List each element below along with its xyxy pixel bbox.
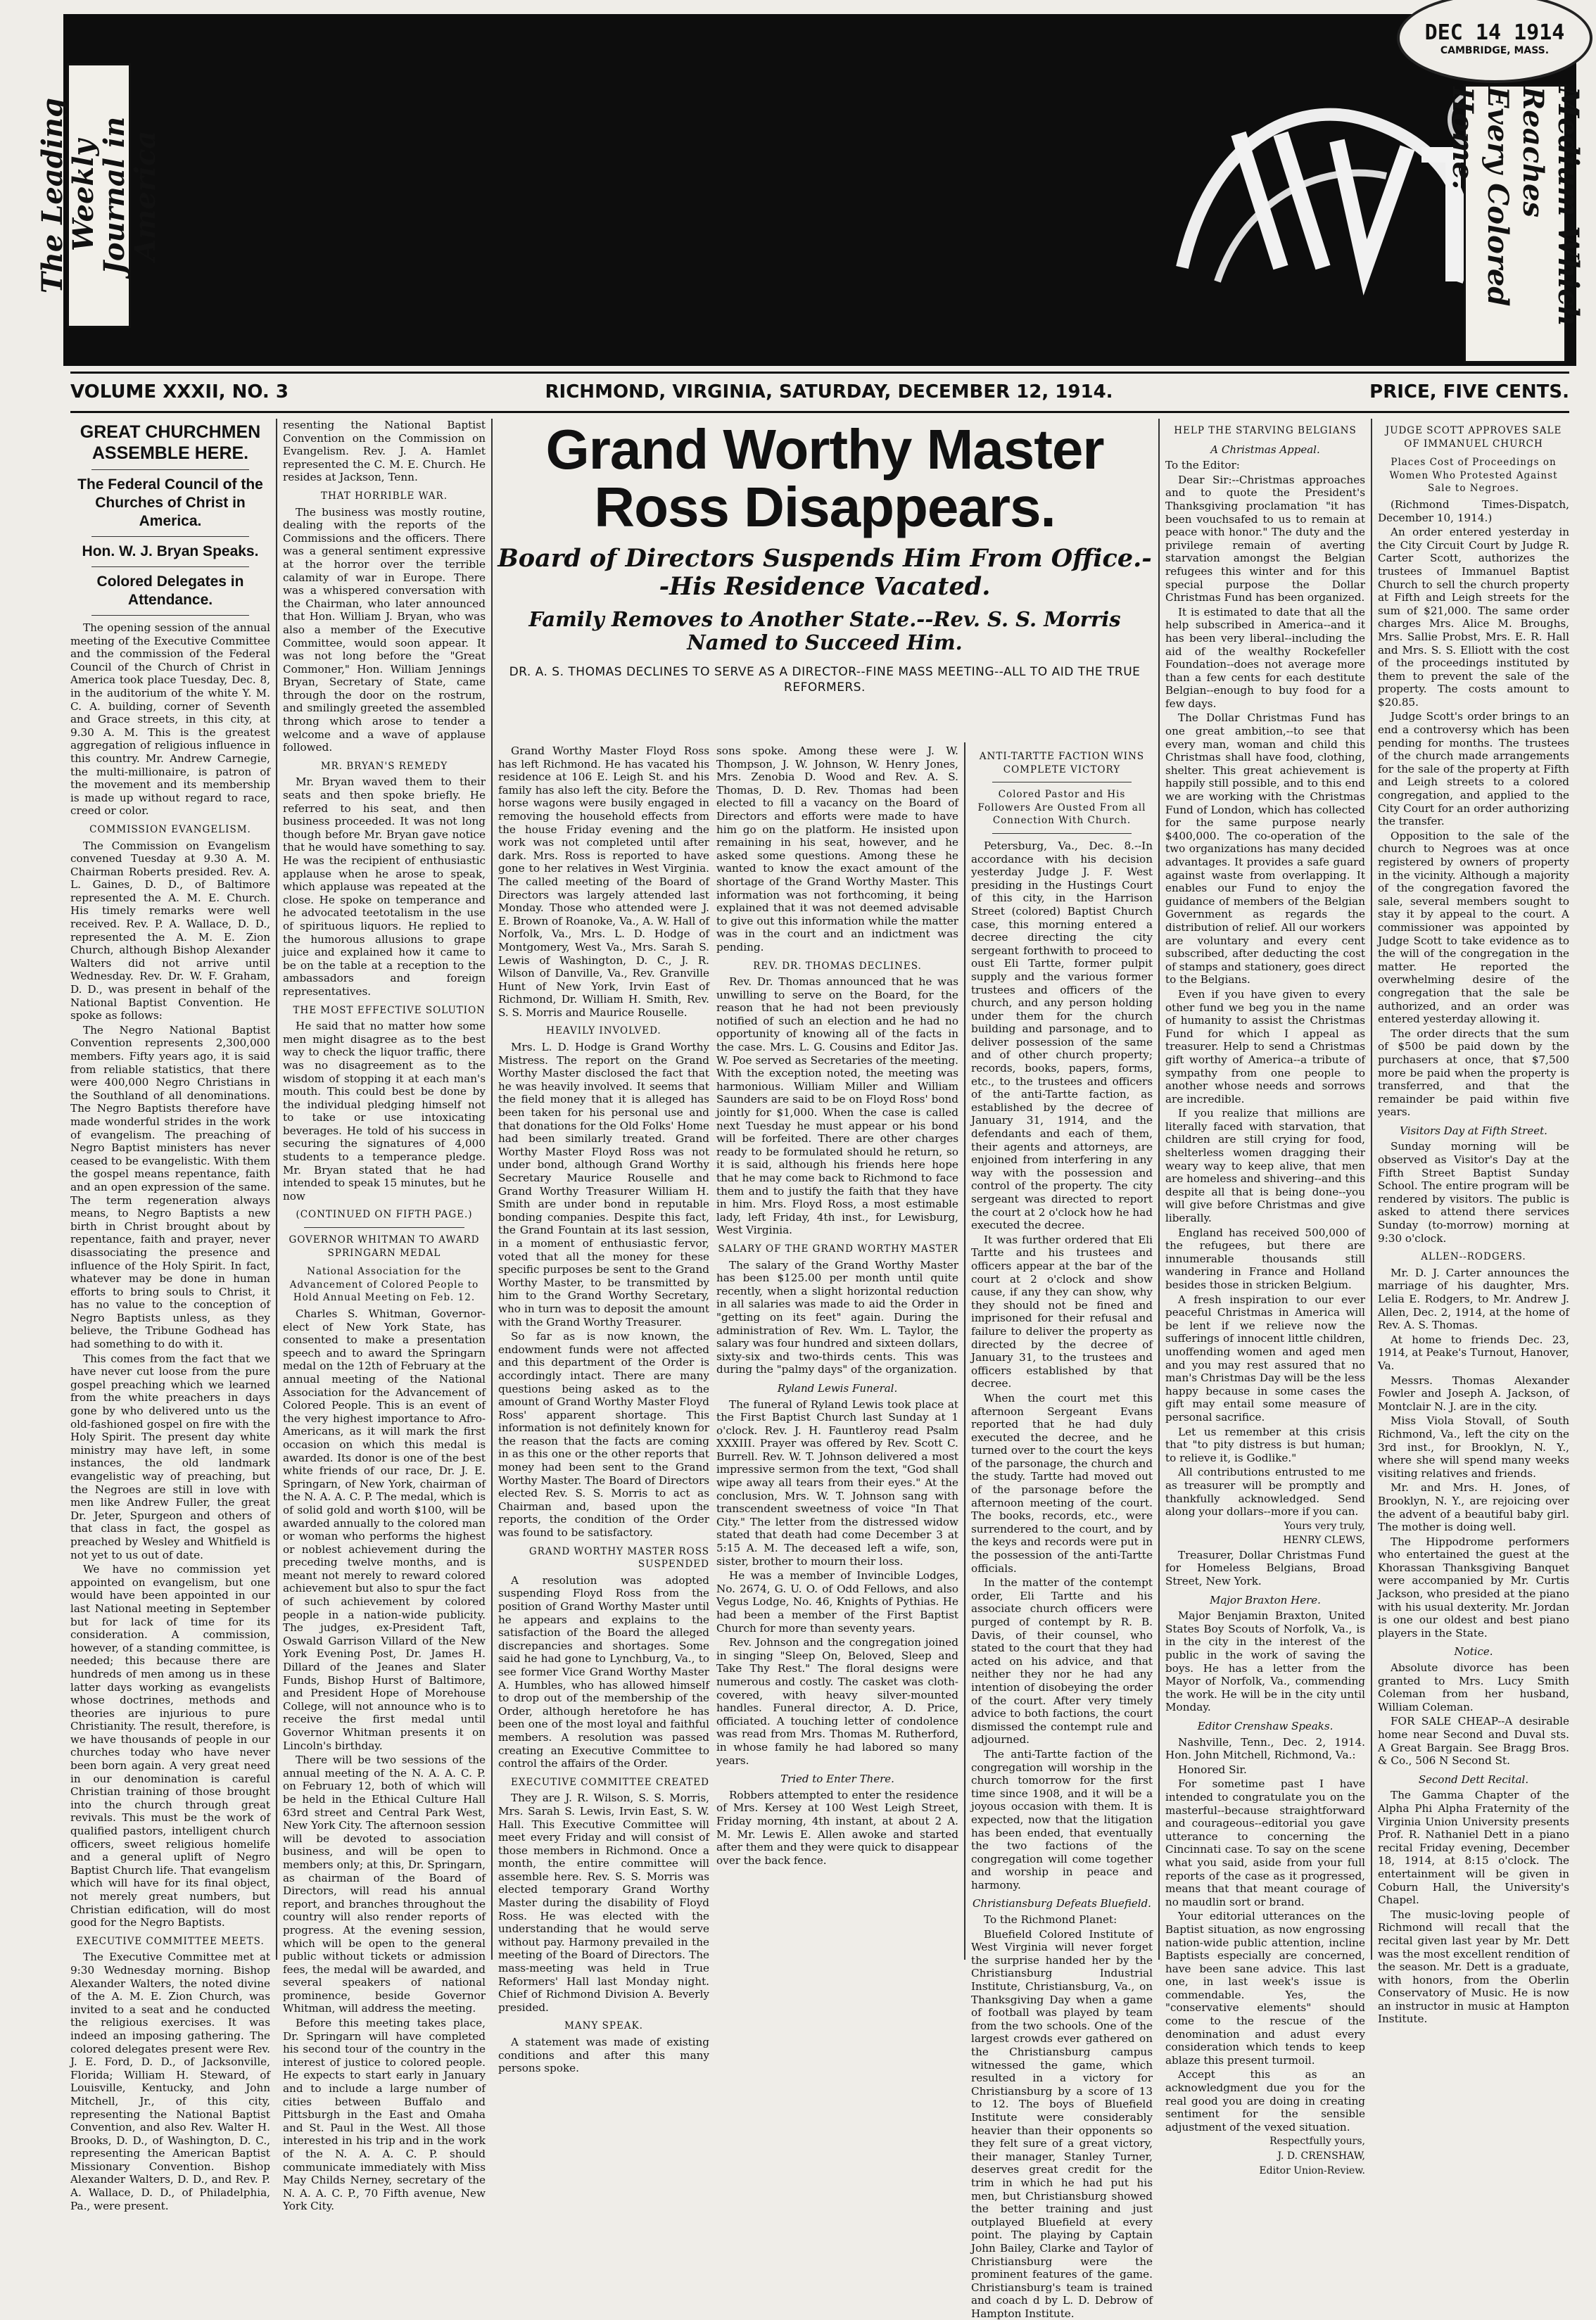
column-rule (1371, 419, 1372, 1960)
section-heading: GRAND WORTHY MASTER ROSS SUSPENDED (528, 1545, 709, 1571)
top-rule (70, 372, 1569, 374)
paragraph: All contributions entrusted to me as treasurer will be promptly and thankfully acknowledged. Send along your dollars--more if you can. (1165, 1466, 1365, 1519)
right-slogan: Medium Which Reaches Every Colored Home. (1446, 87, 1585, 327)
lead-deck: Board of Directors Suspends Him From Office.--His Residence Vacated. (498, 544, 1152, 601)
lead-deck-secondary: Family Removes to Another State.--Rev. S. S. Morris Named to Succeed Him. (528, 607, 1121, 654)
section-heading: Major Braxton Here. (1210, 1593, 1321, 1606)
paragraph: An order entered yesterday in the City Circuit Court by Judge R. Carter Scott, authorizes the trustees of Immanuel Baptist Church to sell the church property at Fifth and Leigh streets for the sum of $21,000. The same order charges Mrs. Alice M. Broughs, Mrs. Sallie Probst, Mrs. E. R. Hall and Mrs. S. S. Elliott with the cost of the proceedings instituted by them to prevent the sale of the property. The costs amount to $20.85. (1378, 526, 1569, 709)
paragraph: The order directs that the sum of $500 be paid down by the purchasers at once, that $7,500 more be paid when the property is transferred, and that the remainder be paid within five years. (1378, 1027, 1569, 1119)
continued-note: (CONTINUED ON FIFTH PAGE.) (296, 1209, 473, 1221)
signature-name: HENRY CLEWS, (1283, 1535, 1365, 1547)
paragraph: The Hippodrome performers who entertained the guest at the Khorassan Thanksgiving Banquet were accompanied by Mr. Curtis Jackson, who presided at the piano with his usual dexterity. Mr. Jordan is one our oldest and best piano players in the State. (1378, 1535, 1569, 1640)
paragraph: The funeral of Ryland Lewis took place at the First Baptist Church last Sunday at 1 o'clock. Rev. J. H. Fauntleroy read Psalm XXXIII. Prayer was offered by Rev. Scott C. Burrell. Rev. W. T. Johnson delivered a most impressive sermon from the text, "God shall wipe away all tears from their eyes." At the conclusion, Mrs. W. T. Johnson sang with transcendent sweetness of voice "In That City." The letter from the distressed widow stated that death had come December 3 at 5:15 A. M. The deceased left a wife, son, sister, brother to mourn their loss. (716, 1397, 958, 1568)
paragraph: A statement was made of existing conditions and after this many persons spoke. (498, 2036, 709, 2075)
section-heading: GOVERNOR WHITMAN TO AWARD SPRINGARN MEDAL (289, 1234, 480, 1259)
column-rule (276, 419, 277, 1960)
paragraph: Messrs. Thomas Alexander Fowler and Joseph A. Jackson, of Montclair N. J. are in the city. (1378, 1374, 1569, 1413)
section-heading: Tried to Enter There. (780, 1773, 894, 1786)
headline: HELP THE STARVING BELGIANS (1174, 425, 1357, 436)
column-5 (971, 744, 1153, 2320)
column-2 (283, 419, 486, 2213)
paragraph: Petersburg, Va., Dec. 8.--In accordance with his decision yesterday Judge J. F. West presiding in the Hustings Court of this city, in the Harrison Street (colored) Baptist Church case, this morning entered a decree directing the city sergeant forthwith to proceed to oust Eli Tartte, former pulpit supply and the various former trustees and officers of the church, and any person holding under them for the church building and parsonage, and to deliver possession of the same and of other church property; records, books, papers, forms, etc., to the trustees and officers of the anti-Tartte faction, as established by the decree of January 31, 1914, and the defendants and each of them, their agents and attorneys, are enjoined from interfering in any way with the possession and control of the property. The city sergeant was directed to report the court at 2 o'clock how he had executed the decree. (971, 839, 1153, 1232)
section-heading: Second Dett Recital. (1418, 1773, 1529, 1786)
left-slogan-box (35, 63, 162, 328)
paragraph: resenting the National Baptist Convention on the Commission on Evangelism. Rev. J. A. Hamlet represented the C. M. E. Church. He resides at Jackson, Tenn. (283, 419, 486, 484)
paragraph: Nashville, Tenn., Dec. 2, 1914. Hon. John Mitchell, Richmond, Va.: (1165, 1735, 1365, 1762)
paragraph: The Commission on Evangelism convened Tuesday at 9.30 A. M. Chairman Roberts presided. Rev. A. L. Gaines, D. D., of Baltimore represented the A. M. E. Church. His timely remarks were well received. Rev. P. A. Wallace, D. D., represented the A. M. E. Zion Church, although Bishop Alexander Walters did not arrive until Wednesday. Rev. Dr. W. F. Graham, D. D., was present in behalf of the National Baptist Convention. He spoke as follows: (70, 839, 270, 1022)
section-heading: THE MOST EFFECTIVE SOLUTION (293, 1004, 486, 1016)
paragraph: Rev. Dr. Thomas announced that he was unwilling to serve on the Board, for the reason that he had not been previously notified of such an election and he had no opportunity of knowing all of the facts in the case. Mrs. L. G. Cousins and Editor Jas. W. Poe served as Secretaries of the meeting. With the exception noted, the meeting was harmonious. William Miller and William Saunders are said to be on Floyd Ross' bond jointly for $1,000. When the case is called next Tuesday he must appear or his bond will be forfeited. There are other charges ready to be formulated should he return, so it is said, although his friends here hope that he may come back to Richmond to face them and to justify the faith that they have in him. Mrs. Floyd Ross, a most estimable lady, left Friday, 4th inst., for Lewisburg, West Virginia. (716, 975, 958, 1237)
paragraph: The Negro National Baptist Convention represents 2,300,000 members. Fifty years ago, it is said from reliable statistics, that there were 400,000 Negro Christians in the Southland of all denominations. The Negro Baptists therefore have made wonderful strides in the work of evangelism. The preaching of Negro Baptist ministers has never ceased to be evangelistic. With them the gospel means repentance, faith and an open expression of the same. The term regeneration always means, to Negro Baptists a new birth in Christ brought about by repentance, faith and prayer, never disassociating the presence and influence of the Holy Spirit. In fact, whatever may be done in human efforts to bring souls to Christ, it has no value to the conception of Negro Baptists unless, as they believe, the Tribune Godhead has had something to do with it. (70, 1023, 270, 1351)
stamp-date: DEC 14 1914 (1424, 20, 1565, 45)
section-heading: EXECUTIVE COMMITTEE MEETS. (76, 1935, 265, 1947)
subheadline: A Christmas Appeal. (1210, 443, 1320, 456)
paragraph: So far as is now known, the endowment funds were not affected and this department of the Order is accordingly intact. There are many questions being asked as to the amount of Grand Worthy Master Floyd Ross' apparent shortage. This information is not definitely known for the reason that the facts are coming in as this one or the other reports that money had been sent to the Grand Worthy Master. The Board of Directors elected Rev. S. S. Morris to act as Chairman and, based upon the reports, the condition of the Order was found to be satisfactory. (498, 1330, 709, 1540)
paragraph: Mr. and Mrs. H. Jones, of Brooklyn, N. Y., are rejoicing over the advent of a beautiful baby girl. The mother is doing well. (1378, 1481, 1569, 1534)
signature-title: Editor Union-Review. (1259, 2164, 1365, 2176)
paragraph: Your editorial utterances on the Baptist situation, as now engrossing nation-wide public attention, incline Baptists especially are concerned, have been sane advice. This last one, in last week's issue is commendable. Yes, the "conservative elements" should come to the rescue of the denomination and adust every consideration which tends to keep ablaze this present turmoil. (1165, 1910, 1365, 2067)
subheadline: Colored Delegates in Attendance. (96, 573, 244, 608)
column-3 (498, 744, 709, 2075)
subheadline: The Federal Council of the Churches of Christ in America. (77, 476, 263, 529)
bottom-rule (70, 411, 1569, 413)
section-subheading: National Association for the Advancement of Colored People to Hold Annual Meeting on Feb. 12. (289, 1266, 479, 1304)
lead-story-header (494, 418, 1155, 737)
paragraph: The salary of the Grand Worthy Master has been $125.00 per month until quite recently, when a slight horizontal reduction in all salaries was made to aid the Order in "getting on its feet" again. During the administration of Rev. Wm. L. Taylor, the salary was four hundred and sixteen dollars, sixty-six and two-thirds cents. This was during the "palmy days" of the organization. (716, 1258, 958, 1376)
paragraph: The business was mostly routine, dealing with the reports of the Commissions and the officers. There was a general sentiment expressive at the horror over the terrible calamity of war in Europe. There was a whispered conversation with the Chairman, who later announced that Hon. William J. Bryan, who was also a member of the Executive Committee, would soon appear. It was not long before the "Great Commoner," Hon. William Jennings Bryan, Secretary of State, came through the door on the rostrum, and smilingly greeted the assembled throng which arose to tender a welcome and a wave of applause followed. (283, 505, 486, 754)
volume-number: VOLUME XXXII, NO. 3 (70, 381, 289, 402)
paragraph: At home to friends Dec. 23, 1914, at Peake's Turnout, Hanover, Va. (1378, 1333, 1569, 1372)
headline: ANTI-TARTTE FACTION WINS COMPLETE VICTORY (979, 751, 1145, 775)
section-heading: MR. BRYAN'S REMEDY (320, 760, 448, 772)
paragraph: For sometime past I have intended to congratulate you on the masterful--because straightforward and courageous--editorial you gave utterance to concerning the Cincinnati case. To say on the scene what you said, aside from your full reports of the case as it progressed, means that that meant courage of no maudlin sort or brand. (1165, 1777, 1365, 1908)
paragraph: He said that no matter how some men might disagree as to the best way to check the liquor traffic, there was no disagreement as to the wisdom of stopping it at each man's mouth. This could best be done by the individual pledging himself not to take or use intoxicating beverages. He told of his success in securing the signatures of 4,000 students to a temperance pledge. Mr. Bryan stated that he had intended to speak 15 minutes, but he now (283, 1020, 486, 1203)
section-heading: Notice. (1454, 1645, 1493, 1659)
paragraph: It is estimated to date that all the help subscribed in America--and it has been very liberal--including the aid of the wealthy Rockefeller Foundation--does not average more than a few cents for each destitute Belgian--enough to buy food for a few days. (1165, 605, 1365, 710)
paragraph: Dear Sir:--Christmas approaches and to quote the President's Thanksgiving proclamation "it has been vouchsafed to us to remain at peace with honor." The duty and the privilege remain of averting starvation amongst the Belgian refugees this winter and for this special purpose the Dollar Christmas Fund has been organized. (1165, 473, 1365, 604)
paragraph: Sunday morning will be observed as Visitor's Day at the Fifth Street Baptist Sunday School. The entire program will be rendered by visitors. The public is asked to attend there services Sunday (to-morrow) morning at 9:30 o'clock. (1378, 1140, 1569, 1245)
headline: JUDGE SCOTT APPROVES SALE OF IMMANUEL CHURCH (1385, 425, 1562, 450)
paragraph: It was further ordered that Eli Tartte and his trustees and officers appear at the bar of the court at 2 o'clock and show cause, if any they can show, why they should not be fined and imprisoned for their refusal and failure to deliver the property as directed by the decree of January 31, to the trustees and officers established by that decree. (971, 1233, 1153, 1390)
section-heading: HEAVILY INVOLVED. (546, 1025, 661, 1037)
paragraph: To the Richmond Planet: (984, 1913, 1117, 1927)
lead-subdeck: DR. A. S. THOMAS DECLINES TO SERVE AS A DIRECTOR--FINE MASS MEETING--ALL TO AID THE TRUE REFORMERS. (509, 665, 1141, 695)
section-heading: Visitors Day at Fifth Street. (1400, 1124, 1547, 1137)
subheadline: Places Cost of Proceedings on Women Who Protested Against Sale to Negroes. (1389, 457, 1558, 495)
paragraph: He was a member of Invincible Lodges, No. 2674, G. U. O. of Odd Fellows, and also Vegus Lodge, No. 46, Knights of Pythias. He had been a member of the First Baptist Church for more than seventy years. (716, 1569, 958, 1635)
paragraph: Robbers attempted to enter the residence of Mrs. Kersey at 100 West Leigh Street, Friday morning, 4th instant, at about 2 A. M. Mr. Lewis E. Allen awoke and started after them and they were quick to disappear over the back fence. (716, 1788, 958, 1867)
paragraph: England has received 500,000 of the refugees, but there are innumerable thousands still wandering in France and Holland besides those in stricken Belgium. (1165, 1226, 1365, 1291)
place-date: RICHMOND, VIRGINIA, SATURDAY, DECEMBER 12, 1914. (545, 381, 1113, 402)
paragraph: Mr. D. J. Carter announces the marriage of his daughter, Mrs. Lelia E. Rodgers, to Mr. Andrew J. Allen, Dec. 2, 1914, at the home of Rev. A. S. Thomas. (1378, 1266, 1569, 1332)
section-heading: ALLEN--RODGERS. (1421, 1251, 1526, 1263)
paragraph: The anti-Tartte faction of the congregation will worship in the church tomorrow for the first time since 1908, and it will be a joyous occasion with them. It is expected, now that the litigation has been ended, that eventually the two factions of the congregation will come together and worship in peace and harmony. (971, 1747, 1153, 1891)
paragraph: Absolute divorce has been granted to Mrs. Lucy Smith Coleman from her husband, William Coleman. (1378, 1661, 1569, 1713)
left-slogan: The Leading Weekly Journal in America (35, 98, 162, 293)
masthead (63, 14, 1576, 366)
paragraph: When the court met this afternoon Sergeant Evans reported that he had duly executed the decree, and he turned over to the court the keys of the parsonage, the church and the study. Tartte had moved out of the parsonage before the afternoon meeting of the court. The books, records, etc., were surrendered to the court, and by the keys and records were put in the possession of the anti-Tartte officials. (971, 1391, 1153, 1575)
paragraph: Let us remember at this crisis that "to pity distress is but human; to relieve it, is Godlike." (1165, 1425, 1365, 1464)
paragraph: Mrs. L. D. Hodge is Grand Worthy Mistress. The report on the Grand Worthy Master disclosed the fact that he was heavily involved. It seems that the field money that it is alleged has been taken for his personal use and that donations for the Old Folks' Home had been similarly treated. Grand Worthy Master Floyd Ross was not under bond, although Grand Worthy Secretary Maurice Rouselle and Grand Worthy Treasurer William H. Smith are under bond in reputable bonding companies. Despite this fact, the Grand Fountain at its last session, in a moment of enthusiastic fervor, voted that all the money for these specific purposes be sent to the Grand Worthy Master, to be transmitted by him to the Grand Worthy Secretary, who in turn was to deposit the amount with the Grand Worthy Treasurer. (498, 1041, 709, 1329)
paragraph: Miss Viola Stovall, of South Richmond, Va., left the city on the 3rd inst., for Brooklyn, N. Y., where she will spend many weeks visiting relatives and friends. (1378, 1414, 1569, 1480)
paragraph: sons spoke. Among these were J. W. Thompson, J. W. Johnson, W. Henry Jones, Mrs. Zenobia D. Wood and Rev. A. S. Thomas, D. D. Rev. Thomas had been elected to fill a vacancy on the Board of Directors and efforts were made to have him go on the platform. He insisted upon remaining in his seat, however, and he asked some questions. Among these he wanted to know the exact amount of the shortage of the Grand Worthy Master. This information was not forthcoming, it being explained that it was not deemed advisable to give out this information while the matter was in the court and an indictment was pending. (716, 744, 958, 953)
column-rule (964, 742, 965, 1960)
section-heading: SALARY OF THE GRAND WORTHY MASTER (718, 1243, 958, 1255)
column-4 (716, 744, 958, 1960)
dateline (70, 374, 1569, 410)
paragraph: The music-loving people of Richmond will recall that the recital given last year by Mr. Dett was the most excellent rendition of the season. Mr. Dett is a graduate, with honors, from the Oberlin Conservatory of Music. He is now an instructor in music at Hampton Institute. (1378, 1908, 1569, 2026)
paragraph: The Executive Committee met at 9:30 Wednesday morning. Bishop Alexander Walters, the noted divine of the A. M. E. Zion Church, was invited to a seat and he conducted the religious exercises. It was indeed an imposing gathering. The colored delegates present were Rev. J. E. Ford, D. D., of Jacksonville, Florida; William H. Steward, of Louisville, Kentucky, and John Mitchell, Jr., of this city, representing the National Baptist Convention, and also Rev. Walter H. Brooks, D. D., of Washington, D. C., representing the American Baptist Missionary Convention. Bishop Alexander Walters, D. D., and Rev. P. A. Wallace, D. D., of Philadelphia, Pa., were present. (70, 1951, 270, 2212)
column-7 (1378, 419, 1569, 2026)
price: PRICE, FIVE CENTS. (1369, 381, 1569, 402)
headline: GREAT CHURCHMEN ASSEMBLE HERE. (80, 422, 261, 463)
subheadline: Colored Pastor and His Followers Are Ousted From all Connection With Church. (977, 789, 1146, 827)
paragraph: The Gamma Chapter of the Alpha Phi Alpha Fraternity of the Virginia Union University presents Prof. R. Nathaniel Dett in a piano recital Friday evening, December 18, 1914, at 8:15 o'clock. The entertainment will be given in Coburn Hall, the University's Chapel. (1378, 1789, 1569, 1907)
paragraph: Grand Worthy Master Floyd Ross has left Richmond. He has vacated his residence at 106 E. Leigh St. and his family has also left the city. Before the horse wagons were busily engaged in removing the household effects from the house Friday evening and the work was not completed until after dark. Mrs. Ross is reported to have gone to her relatives in West Virginia. The called meeting of the Board of Directors was largely attended last Monday. Those who attended were J. E. Brown of Roanoke, Va., A. W. Hall of Norfolk, Va., Mrs. L. D. Hodge of Montgomery, West Va., Mrs. Sarah S. Lewis of Washington, D. C., J. R. Wilson of Danville, Va., Rev. Granville Hunt of New York, Irvin East of Richmond, Dr. William H. Smith, Rev. S. S. Morris and Maurice Rouselle. (498, 744, 709, 1019)
signature-line: Yours very truly, (1284, 1520, 1365, 1532)
paragraph: If you realize that millions are literally faced with starvation, that children are still crying for food, shelterless women dragging their weary way to keep alive, that men are homeless and shivering--and this despite all that is being done--you will give before Christmas and give liberally. (1165, 1107, 1365, 1225)
paragraph: We have no commission yet appointed on evangelism, but one would have been appointed in our last National meeting in September but for lack of time for its consideration. A commission, however, of a standing committee, is needed; this because there are hundreds of men among us in these latter days working as evangelists whose doctrines, methods and theories are injurious to pure Christianity. The result, therefore, is we have thousands of people in our churches today who have never been born again. A very great need in our denomination is careful Christian training of those brought into the church through great revivals. This must be the work of qualified pastors, intelligent church officers, sweet religious homelife and a general uplift of Negro Baptist Church life. That evangelism which will have for its final object, not merely great numbers, but Christian edification, will do most good for the Negro Baptists. (70, 1563, 270, 1929)
paragraph: Major Benjamin Braxton, United States Boy Scouts of Norfolk, Va., is in the city in the interest of the public in the work of saving the boys. He has a letter from the Mayor of Norfolk, Va., commending the work. He will be in the city until Monday. (1165, 1609, 1365, 1714)
column-rule (491, 419, 493, 1960)
paragraph: Accept this as an acknowledgment due you for the real good you are doing in creating sentiment for the sensible adjustment of the vexed situation. (1165, 2068, 1365, 2134)
section-heading: Editor Crenshaw Speaks. (1197, 1720, 1334, 1732)
paragraph: They are J. R. Wilson, S. S. Morris, Mrs. Sarah S. Lewis, Irvin East, S. W. Hall. This Executive Committee will meet every Friday and will consist of those members in Richmond. Once a month, the entire committee will assemble here. Rev. S. S. Morris was elected temporary Grand Worthy Master during the disability of Floyd Ross. He was elected with the understanding that he would serve without pay. Harmony prevailed in the meeting of the Board of Directors. The mass-meeting was held in True Reformers' Hall last Monday night. Chief of Richmond Division A. Beverly presided. (498, 1792, 709, 2014)
paragraph: Judge Scott's order brings to an end a controversy which has been pending for months. The trustees of the church made arrangements for the sale of the property at Fifth and Leigh streets to a colored congregation, and applied to the City Court for an order authorizing the transfer. (1378, 710, 1569, 828)
section-heading: Christiansburg Defeats Bluefield. (973, 1897, 1151, 1910)
paragraph: Before this meeting takes place, Dr. Springarn will have completed his second tour of the country in the interest of justice to colored people. He expects to start early in January and to include a large number of cities between Buffalo and Pittsburgh in the East and Omaha and St. Paul in the West. All those interested in his trip and in the work of the N. A. A. C. P. should communicate immediately with Miss May Childs Nerney, secretary of the N. A. A. C. P., 70 Fifth avenue, New York City. (283, 2017, 486, 2213)
paragraph: Rev. Johnson and the congregation joined in singing "Sleep On, Beloved, Sleep and Take Thy Rest." The floral designs were numerous and costly. The casket was cloth-covered, with heavy silver-mounted handles. Funeral director, A. D. Price, officiated. A touching letter of condolence was read from Mrs. Thomas M. Rutherford, in whose family he had labored so many years. (716, 1636, 958, 1767)
section-heading: Ryland Lewis Funeral. (777, 1381, 898, 1395)
signature-title: Treasurer, Dollar Christmas Fund for Homeless Belgians, Broad Street, New York. (1165, 1548, 1365, 1588)
signature-name: J. D. CRENSHAW, (1277, 2150, 1365, 2162)
paragraph: Bluefield Colored Institute of West Virginia will never forget the surprise handed her by the Christiansburg Industrial Institute, Christiansburg, Va., on Thanksgiving Day when a game of football was played by team from the two schools. One of the largest crowds ever gathered on the Christiansburg campus witnessed the game, which resulted in a victory for Christiansburg by a score of 13 to 12. The boys of Bluefield Institute were considerably heavier than their opponents so they felt sure of a great victory, their manager, Stanley Turner, deserves great credit for the trim in which he had put his men, but Christiansburg showed the better training and just outplayed Bluefield at every point. The playing by Captain John Bailey, Clarke and Taylor of Christiansburg were the prominent features of the game. Christiansburg's team is trained and coach d by L. D. Debrow of Hampton Institute. (971, 1927, 1153, 2320)
column-1 (70, 419, 270, 2212)
subheadline: Hon. W. J. Bryan Speaks. (82, 543, 259, 559)
paragraph: Opposition to the sale of the church to Negroes was at once registered by owners of property in the vicinity. Although a majority of the congregation favored the sale, several members sought to stay it by appeal to the court. A commissioner was appointed by Judge Scott to take evidence as to the will of the congregation in the matter. He reported the overwhelming desire of the congregation that the sale be authorized, and an order was entered yesterday allowing it. (1378, 829, 1569, 1026)
paragraph: This comes from the fact that we have never cut loose from the pure gospel preaching which we learned from the white preachers in days gone by who delivered unto us the old-fashioned gospel on fire with the Holy Spirit. The present day white ministry may have left, in some instances, the old landmark evangelistic way of preaching, but the Negroes are still in love with men like Andrew Fuller, the great Dr. Jeter, Spurgeon and others of that class in fact, the gospel as preached by Wesley and Whitfield is not yet to us out of date. (70, 1352, 270, 1561)
section-heading: THAT HORRIBLE WAR. (320, 490, 448, 502)
paragraph: A fresh inspiration to our ever peaceful Christmas in America will be lent if we relieve now the sufferings of innocent little children, unoffending women and aged men and you may rest assured that no man's Christmas Day will be the less happy because in some cases the gift may entail some measure of personal sacrifice. (1165, 1293, 1365, 1424)
source-note: (Richmond Times-Dispatch, December 10, 1914.) (1378, 497, 1569, 524)
paragraph: A resolution was adopted suspending Floyd Ross from the position of Grand Worthy Master until he appears and explains to the satisfaction of the Board the alleged discrepancies and shortages. Some said he had gone to Lynchburg, Va., to see former Vice Grand Worthy Master A. Humbles, who has allowed himself to drop out of the membership of the Order, although heretofore he has been one of the most loyal and faithful members. A resolution was passed creating an Executive Committee to control the affairs of the Order. (498, 1573, 709, 1770)
paragraph: Honored Sir. (1178, 1763, 1247, 1776)
paragraph: Even if you have given to every other fund we beg you in the name of humanity to assist the Christmas Fund for which I appeal as treasurer. Help to send a Christmas gift worthy of America--a tribute of sympathy from one people to another whose needs and sorrows are incredible. (1165, 987, 1365, 1105)
paragraph: To the Editor: (1165, 459, 1240, 472)
paragraph: The opening session of the annual meeting of the Executive Committee and the commission of the Federal Council of the Church of Christ in America took place Tuesday, Dec. 8, in the auditorium of the white Y. M. C. A. building, corner of Seventh and Grace streets, in this city, at 9.30 A. M. This is the greatest aggregation of religious influence in this country. Mr. Andrew Carnegie, the multi-millionaire, is patron of the movement and its membership is made up without regard to race, creed or color. (70, 621, 270, 818)
section-heading: MANY SPEAK. (564, 2020, 643, 2032)
paragraph: In the matter of the contempt order, Eli Tartte and his associate church officers were purged of contempt by R. B. Davis, of their counsel, who stated to the court that they had acted on his advice, and that neither they nor he had any intention of disobeying the order of the court. After very timely advice to both factions, the court dismissed the contempt rule and adjourned. (971, 1576, 1153, 1747)
column-6 (1165, 419, 1365, 2176)
section-heading: EXECUTIVE COMMITTEE CREATED (511, 1776, 709, 1788)
signature-line: Respectfully yours, (1269, 2136, 1365, 2148)
lead-headline: Grand Worthy Master Ross Disappears. (545, 418, 1104, 538)
section-heading: COMMISSION EVANGELISM. (89, 823, 251, 835)
classified-ad: FOR SALE CHEAP--A desirable home near Second and Duval sts. A Great Bargain. See Bragg Bros. & Co., 506 N Second St. (1378, 1715, 1569, 1768)
paragraph: The Dollar Christmas Fund has one great ambition,--to see that every man, woman and child this Christmas shall have food, clothing, shelter. This great achievement is happily still possible, and to this end we are working with the Christmas Fund of London, which has collected for the same purpose nearly $400,000. The co-operation of the two organizations has many decided advantages. It provides a safe guard against waste from overlapping. It enables our Fund to enjoy the guidance of members of the Belgian Government as regards the distribution of relief. All our workers are voluntary and every cent subscribed, after deducting the cost of stamps and stationery, goes direct to the Belgians. (1165, 711, 1365, 987)
paragraph: Mr. Bryan waved them to their seats and then spoke briefly. He referred to his seat, and then business proceeded. It was not long though before Mr. Bryan gave notice that he would have something to say. He was the recipient of enthusiastic applause when he arose to speak, which applause was repeated at the close. He spoke on temperance and he advocated teetotalism in the use of spirituous liquors. He replied to the humorous allusions to grape juice and explained how it came to be on the table at a reception to the ambassadors and foreign representatives. (283, 775, 486, 998)
column-rule (1158, 419, 1160, 1960)
stamp-place: CAMBRIDGE, MASS. (1440, 44, 1550, 56)
section-heading: REV. DR. THOMAS DECLINES. (753, 960, 922, 972)
paragraph: Charles S. Whitman, Governor-elect of New York State, has consented to make a presentation speech and to award the Springarn medal on the 12th of February at the annual meeting of the National Association for the Advancement of Colored People. This is an event of the very highest importance to Afro-Americans, as it will mark the first occasion on which this medal is awarded. Its donor is one of the best white friends of our race, Dr. J. E. Springarn, of New York, chairman of the N. A. A. C. P. The medal, which is of solid gold and worth $100, will be awarded annually to the colored man or woman who performs the highest or noblest achievement during the preceding twelve months, and is meant not merely to reward colored achievement but also to spur the fact of such achievement by colored people in a nation-wide publicity. The judges, ex-President Taft, Oswald Garrison Villard of the New York Evening Post, Dr. James H. Dillard of the Jeanes and Slater Funds, Bishop Hurst of Baltimore, and President Hope of Morehouse College, will not announce who is to receive the first medal until Governor Whitman presents it on Lincoln's birthday. (283, 1307, 486, 1752)
paragraph: There will be two sessions of the annual meeting of the N. A. A. C. P. on February 12, both of which will be held in the Ethical Culture Hall 63rd street and Central Park West, New York City. The afternoon session will be devoted to association business, and will be open to members only; at this, Dr. Springarn, as chairman of the Board of Directors, will read his annual report, and branches throughout the country will also render reports of progress. At the evening session, which will be open to the general public without tickets or admission fees, the medal will be awarded, and several speakers of national prominence, beside Governor Whitman, will address the meeting. (283, 1754, 486, 2015)
right-slogan-box (1446, 84, 1585, 363)
